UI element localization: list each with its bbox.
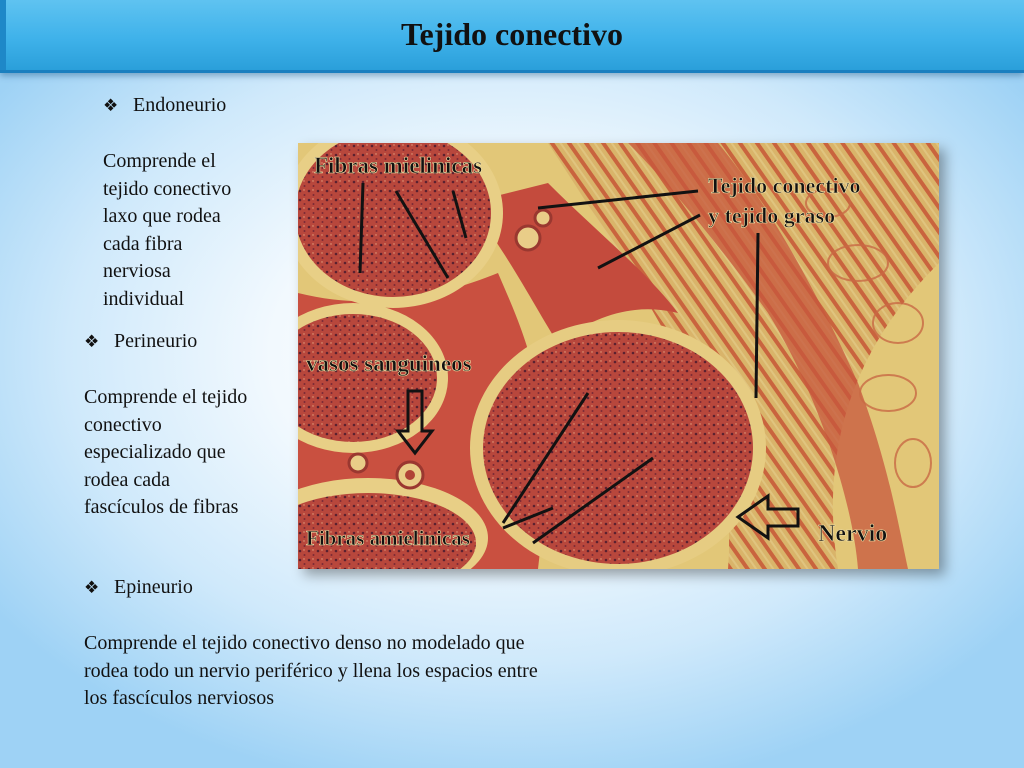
- slide-title: Tejido conectivo: [401, 15, 623, 52]
- text-line: conectivo: [84, 413, 162, 436]
- text-perineurio: [84, 384, 247, 522]
- label-fibras-amielinicas: Fibras amielinicas: [306, 526, 470, 550]
- text-line: cada fibra: [103, 232, 183, 255]
- text-line: laxo que rodea: [103, 205, 221, 227]
- text-epineurio: [84, 630, 538, 713]
- diamond-bullet-icon: ❖: [84, 577, 100, 597]
- micrograph-image: [298, 143, 939, 569]
- heading-endoneurio: Endoneurio: [133, 94, 227, 116]
- text-line: nerviosa: [103, 260, 171, 282]
- title-bar: [0, 0, 1024, 73]
- text-line: Comprende el tejido conectivo denso no modelado que: [84, 632, 525, 654]
- text-line: tejido conectivo: [103, 177, 232, 200]
- bullet-epineurio: [84, 576, 193, 599]
- label-fibras-mielinicas: Fibras mielinicas: [314, 153, 483, 178]
- bullet-endoneurio: [103, 94, 226, 117]
- text-line: fascículos de fibras: [84, 496, 239, 518]
- text-line: especializado que: [84, 441, 226, 463]
- label-tejido-graso: y tejido graso: [708, 203, 836, 228]
- diamond-bullet-icon: ❖: [103, 95, 119, 115]
- text-line: Comprende el: [103, 150, 216, 172]
- bullet-perineurio: [84, 330, 197, 353]
- diamond-bullet-icon: ❖: [84, 331, 100, 351]
- text-line: individual: [103, 287, 185, 310]
- text-line: Comprende el tejido: [84, 386, 248, 408]
- text-line: rodea cada: [84, 468, 171, 491]
- label-nervio: Nervio: [818, 521, 888, 547]
- text-endoneurio: [103, 148, 231, 313]
- label-vasos-sanguineos: vasos sanguineos: [306, 351, 472, 376]
- text-line: los fascículos nerviosos: [84, 687, 274, 709]
- nerve-micrograph: [298, 143, 939, 569]
- heading-perineurio: Perineurio: [114, 330, 198, 352]
- heading-epineurio: Epineurio: [114, 576, 193, 598]
- label-tejido-conectivo: Tejido conectivo: [708, 173, 861, 198]
- text-line: rodea todo un nervio periférico y llena los espacios entre: [84, 659, 538, 682]
